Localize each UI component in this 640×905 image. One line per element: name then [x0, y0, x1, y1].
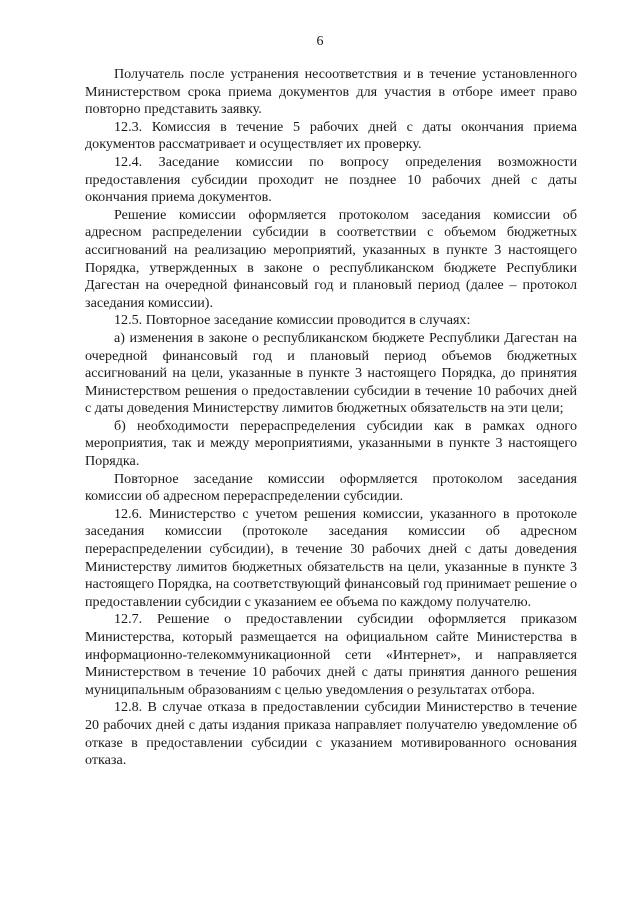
paragraph-12-7: 12.7. Решение о предоставлении субсидии оформляется приказом Министерства, который размещается на официальном сайте Министерства в информационно-телекоммуникационной сети «Интернет», и направляется Министерством в течение 10 рабочих дней с даты принятия данного решения муниципальным образованиям с целью уведомления о результатах отбора.: [85, 611, 577, 698]
paragraph-12-6: 12.6. Министерство с учетом решения комиссии, указанного в протоколе заседания комиссии (протоколе заседания комиссии об адресном перераспределении субсидии), в течение 30 рабочих дней с даты доведения Министерству лимитов бюджетных обязательств на цели, указанные в пункте 3 настоящего Порядка, на соответствующий финансовый год принимает решение о предоставлении субсидии с указанием ее объема по каждому получателю.: [85, 505, 577, 610]
page-number: 6: [316, 34, 324, 49]
paragraph-12-5: 12.5. Повторное заседание комиссии проводится в случаях:: [114, 312, 471, 329]
paragraph-commission-decision: Решение комиссии оформляется протоколом заседания комиссии об адресном распределении субсидии в соответствии с объемом бюджетных ассигнований на реализацию мероприятий, указанных в пункте 3 настоящего Порядка, утвержденных в законе о республиканском бюджете Республики Дагестан на очередной финансовый год и плановый период (далее – протокол заседания комиссии).: [85, 206, 577, 311]
paragraph-12-8: 12.8. В случае отказа в предоставлении субсидии Министерство в течение 20 рабочих дней с даты издания приказа направляет получателю уведомление об отказе в предоставлении субсидии с указанием мотивированного основания отказа.: [85, 699, 577, 769]
document-body: [85, 66, 577, 770]
paragraph-12-5-a: а) изменения в законе о республиканском бюджете Республики Дагестан на очередной финансовый год и плановый период объемов бюджетных ассигнований на цели, указанные в пункте 3 настоящего Порядка, до принятия Министерством решения о предоставлении субсидии в течение 10 рабочих дней с даты доведения Министерству лимитов бюджетных обязательств на эти цели;: [85, 329, 577, 417]
paragraph-12-4: 12.4. Заседание комиссии по вопросу определения возможности предоставления субсидии проходит не позднее 10 рабочих дней с даты окончания приема документов.: [85, 153, 577, 206]
paragraph-repeat-meeting: Повторное заседание комиссии оформляется протоколом заседания комиссии об адресном перераспределении субсидии.: [85, 470, 577, 505]
paragraph-resubmission: Получатель после устранения несоответствия и в течение установленного Министерством срока приема документов для участия в отборе имеет право повторно представить заявку.: [85, 66, 577, 118]
paragraph-12-3: 12.3. Комиссия в течение 5 рабочих дней с даты окончания приема документов рассматривает и осуществляет их проверку.: [85, 118, 577, 153]
paragraph-12-5-b: б) необходимости перераспределения субсидии как в рамках одного мероприятия, так и между мероприятиями, указанными в пункте 3 настоящего Порядка.: [85, 417, 577, 470]
